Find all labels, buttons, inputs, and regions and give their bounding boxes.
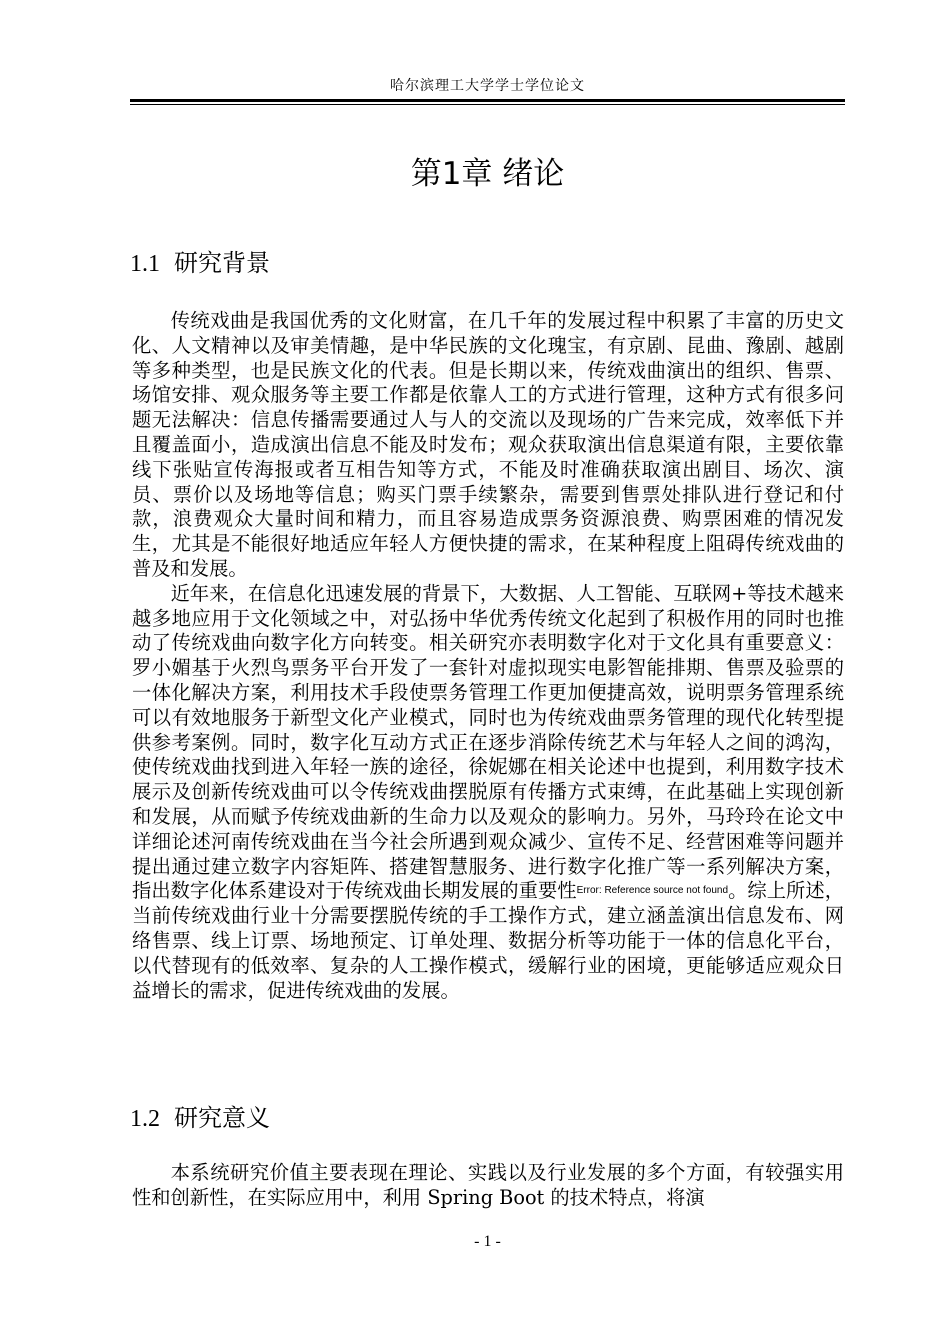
- section-1-2-body: [132, 1161, 844, 1211]
- paragraph-text: 。综上所述，当前传统戏曲行业十分需要摆脱传统的手工操作方式，建立涵盖演出信息发布、网络售票、线上订票、场地预定、订单处理、数据分析等功能于一体的信息化平台，以代替现有的低效率、复杂的人工操作模式，缓解行业的困境，更能够适应观众日益增长的需求，促进传统戏曲的发展。: [132, 879, 845, 1002]
- header-rule-thin: [130, 104, 845, 105]
- section-heading-1-2: [130, 1101, 270, 1136]
- paragraph: [132, 582, 844, 1004]
- reference-error: Error: Reference source not found: [576, 885, 729, 897]
- running-header: 哈尔滨理工大学学士学位论文: [390, 78, 585, 94]
- page-number: - 1 -: [474, 1233, 501, 1250]
- paragraph: 本系统研究价值主要表现在理论、实践以及行业发展的多个方面，有较强实用性和创新性，在实际应用中，利用 Spring Boot 的技术特点，将演: [132, 1161, 844, 1209]
- header-rule-thick: [130, 99, 845, 102]
- section-number: 1.1: [130, 251, 160, 277]
- section-number: 1.2: [130, 1106, 160, 1132]
- paragraph-text: 近年来，在信息化迅速发展的背景下，大数据、人工智能、互联网+等技术越来越多地应用于文化领域之中，对弘扬中华优秀传统文化起到了积极作用的同时也推动了传统戏曲向数字化方向转变。相关研究亦表明数字化对于文化具有重要意义：罗小媚基于火烈鸟票务平台开发了一套针对虚拟现实电影智能排期、售票及验票的一体化解决方案，利用技术手段使票务管理工作更加便捷高效，说明票务管理系统可以有效地服务于新型文化产业模式，同时也为传统戏曲票务管理的现代化转型提供参考案例。同时，数字化互动方式正在逐步消除传统艺术与年轻人之间的鸿沟，使传统戏曲找到进入年轻一族的途径，徐妮娜在相关论述中也提到，利用数字技术展示及创新传统戏曲可以令传统戏曲摆脱原有传播方式束缚，在此基础上实现创新和发展，从而赋予传统戏曲新的生命力以及观众的影响力。另外，马玲玲在论文中详细论述河南传统戏曲在当今社会所遇到观众减少、宣传不足、经营困难等问题并提出通过建立数字内容矩阵、搭建智慧服务、进行数字化推广等一系列解决方案，指出数字化体系建设对于传统戏曲长期发展的重要性: [132, 581, 844, 903]
- section-title: 研究背景: [174, 249, 270, 277]
- paragraph: 传统戏曲是我国优秀的文化财富，在几千年的发展过程中积累了丰富的历史文化、人文精神以及审美情趣，是中华民族的文化瑰宝，有京剧、昆曲、豫剧、越剧等多种类型，也是民族文化的代表。但是长期以来，传统戏曲演出的组织、售票、场馆安排、观众服务等主要工作都是依靠人工的方式进行管理，这种方式有很多问题无法解决：信息传播需要通过人与人的交流以及现场的广告来完成，效率低下并且覆盖面小，造成演出信息不能及时发布；观众获取演出信息渠道有限，主要依靠线下张贴宣传海报或者互相告知等方式，不能及时准确获取演出剧目、场次、演员、票价以及场地等信息；购买门票手续繁杂，需要到售票处排队进行登记和付款，浪费观众大量时间和精力，而且容易造成票务资源浪费、购票困难的情况发生，尤其是不能很好地适应年轻人方便快捷的需求，在某种程度上阻碍传统戏曲的普及和发展。: [132, 309, 844, 580]
- section-title: 研究意义: [174, 1104, 270, 1132]
- chapter-title: 第1章 绪论: [410, 156, 565, 192]
- section-1-1-body: [132, 309, 844, 1003]
- section-heading-1-1: [130, 246, 270, 281]
